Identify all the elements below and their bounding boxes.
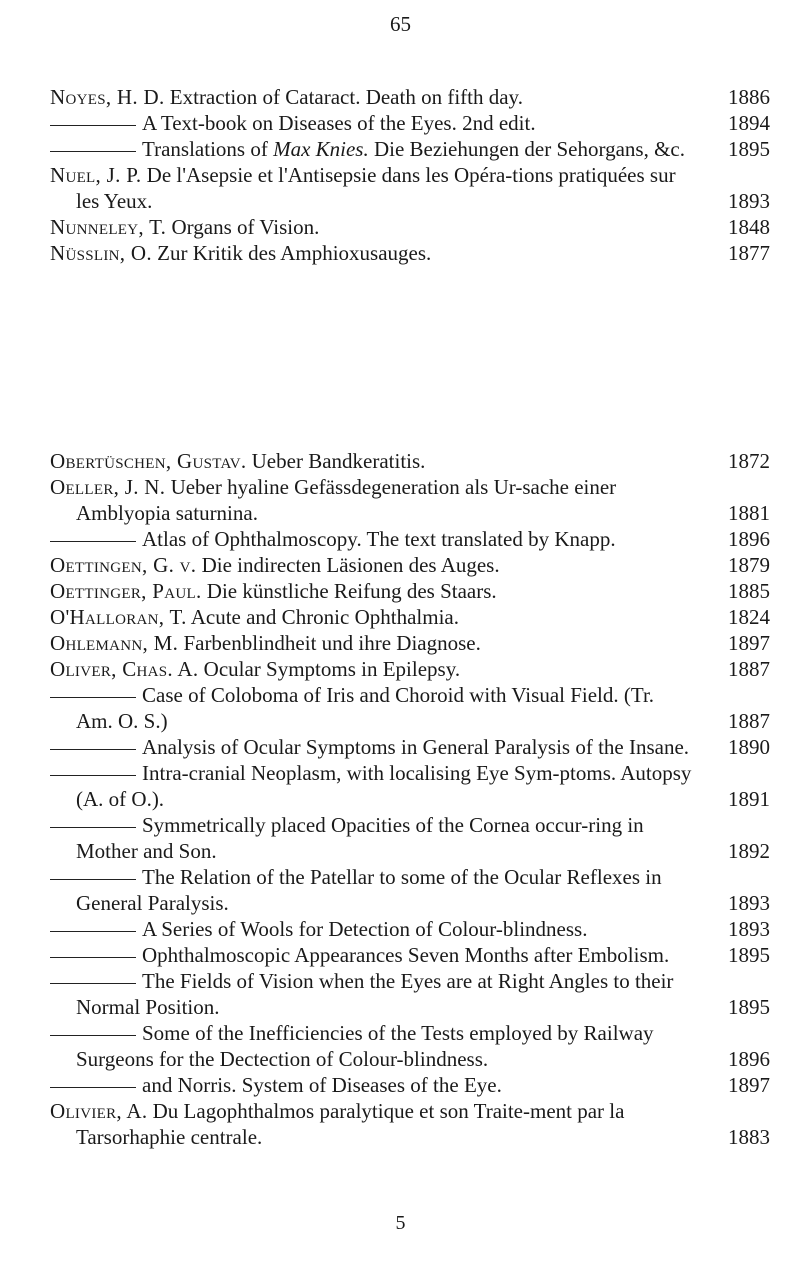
bibliography-entry [50,474,770,526]
bibliography-entry [50,916,770,942]
ditto-dash [50,1087,136,1088]
ditto-dash [50,879,136,880]
entry-title-italic: Max Knies. [273,137,369,161]
entry-title: Symmetrically placed Opacities of the Cornea occur-ring in Mother and Son. [76,813,644,863]
bibliography-entry [50,630,770,656]
bibliography-entry [50,110,770,136]
entry-year: 1887 [728,657,770,681]
entry-year: 1848 [728,215,770,239]
entry-year: 1896 [728,1047,770,1071]
ditto-dash [50,541,136,542]
entry-year: 1895 [728,943,770,967]
entry-title: Organs of Vision. [171,215,320,239]
entry-year: 1891 [728,787,770,811]
entry-author: O'Halloran, T. [50,605,187,629]
ditto-dash [50,827,136,828]
bibliography-entry [50,656,770,682]
bibliography-entry [50,578,770,604]
entry-title: Case of Coloboma of Iris and Choroid with Visual Field. (Tr. Am. O. S.) [76,683,655,733]
bibliography-entry [50,968,770,1020]
bibliography-entry [50,1072,770,1098]
bibliography-group-o [50,448,770,1150]
ditto-dash [50,775,136,776]
entry-year: 1824 [728,605,770,629]
bibliography-entry [50,240,770,266]
entry-title: and Norris. System of Diseases of the Eye. [142,1073,502,1097]
bibliography-entry [50,1098,770,1150]
bibliography-entry [50,604,770,630]
entry-title: Analysis of Ocular Symptoms in General Paralysis of the Insane. [142,735,690,759]
bibliography-entry [50,162,770,214]
signature-mark: 5 [395,1212,406,1234]
entry-title: Die künstliche Reifung des Staars. [206,579,497,603]
entry-year: 1893 [728,891,770,915]
page-number: 65 [390,12,411,36]
bibliography-entry [50,1020,770,1072]
entry-title: Ueber hyaline Gefässdegeneration als Ur-sache einer Amblyopia saturnina. [76,475,617,525]
bibliography-entry [50,552,770,578]
entry-author: Obertüschen, Gustav. [50,449,247,473]
ditto-dash [50,957,136,958]
bibliography-entry [50,942,770,968]
entry-title: Ueber Bandkeratitis. [251,449,426,473]
entry-year: 1896 [728,527,770,551]
entry-author: Ohlemann, M. [50,631,179,655]
entry-year: 1895 [728,137,770,161]
entry-year: 1894 [728,111,770,135]
entry-year: 1895 [728,995,770,1019]
bibliography-entry [50,84,770,110]
bibliography-entry [50,136,770,162]
ditto-dash [50,983,136,984]
entry-year: 1897 [728,1073,770,1097]
entry-title: De l'Asepsie et l'Antisepsie dans les Opéra-tions pratiquées sur les Yeux. [76,163,676,213]
entry-author: Nüsslin, O. [50,241,152,265]
entry-year: 1893 [728,917,770,941]
entry-title: A Text-book on Diseases of the Eyes. 2nd edit. [142,111,536,135]
entry-year: 1897 [728,631,770,655]
bibliography-entry [50,214,770,240]
bibliography-entry [50,864,770,916]
entry-title: Du Lagophthalmos paralytique et son Traite-ment par la Tarsorhaphie centrale. [76,1099,625,1149]
entry-title: Die indirecten Läsionen des Auges. [201,553,500,577]
entry-title: Atlas of Ophthalmoscopy. The text translated by Knapp. [142,527,616,551]
ditto-dash [50,125,136,126]
entry-author: Olivier, A. [50,1099,148,1123]
entry-title: Some of the Inefficiencies of the Tests employed by Railway Surgeons for the Dectection of Colour-blindness. [76,1021,654,1071]
entry-title: Farbenblindheit und ihre Diagnose. [183,631,481,655]
ditto-dash [50,1035,136,1036]
entry-title: Acute and Chronic Ophthalmia. [190,605,459,629]
bibliography-entry [50,448,770,474]
bibliography-entry [50,682,770,734]
entry-title-suffix: Die Beziehungen der Sehorgans, &c. [368,137,686,161]
entry-title: A Series of Wools for Detection of Colour-blindness. [142,917,588,941]
entry-author: Nuel, J. P. [50,163,142,187]
entry-year: 1877 [728,241,770,265]
entry-author: Nunneley, T. [50,215,167,239]
bibliography-entry [50,526,770,552]
entry-year: 1886 [728,85,770,109]
entry-author: Noyes, H. D. [50,85,165,109]
entry-title: Extraction of Cataract. Death on fifth day. [169,85,523,109]
entry-author: Oettingen, G. v. [50,553,197,577]
entry-title: The Relation of the Patellar to some of the Ocular Reflexes in General Paralysis. [76,865,662,915]
entry-year: 1892 [728,839,770,863]
ditto-dash [50,749,136,750]
entry-title: Intra-cranial Neoplasm, with localising Eye Sym-ptoms. Autopsy (A. of O.). [76,761,692,811]
ditto-dash [50,151,136,152]
entry-year: 1881 [728,501,770,525]
entry-year: 1890 [728,735,770,759]
bibliography-entry [50,734,770,760]
bibliography-entry [50,760,770,812]
entry-title: Ophthalmoscopic Appearances Seven Months after Embolism. [142,943,670,967]
entry-author: Oeller, J. N. [50,475,166,499]
ditto-dash [50,931,136,932]
entry-title-prefix: Translations of [142,137,274,161]
entry-year: 1893 [728,189,770,213]
bibliography-group-n [50,84,770,266]
entry-title: Ocular Symptoms in Epilepsy. [203,657,461,681]
entry-year: 1872 [728,449,770,473]
ditto-dash [50,697,136,698]
entry-author: Oliver, Chas. A. [50,657,199,681]
entry-year: 1879 [728,553,770,577]
entry-year: 1883 [728,1125,770,1149]
entry-year: 1887 [728,709,770,733]
entry-year: 1885 [728,579,770,603]
bibliography-entry [50,812,770,864]
entry-title: The Fields of Vision when the Eyes are at Right Angles to their Normal Position. [76,969,674,1019]
entry-title: Zur Kritik des Amphioxusauges. [157,241,432,265]
entry-author: Oettinger, Paul. [50,579,202,603]
